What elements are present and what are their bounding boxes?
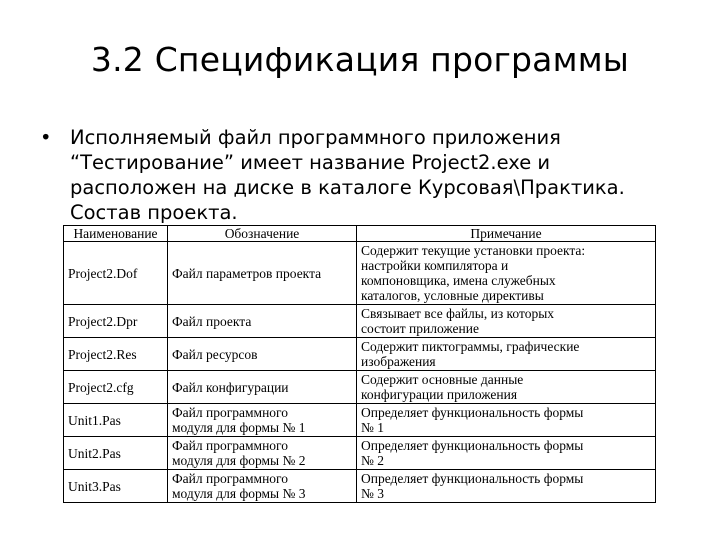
cell-line: изображения	[361, 354, 436, 369]
table-header-row	[64, 226, 656, 242]
cell-line: каталогов, условные директивы	[361, 288, 544, 303]
cell-name: Unit3.Pas	[64, 470, 168, 503]
cell-line: Файл программного	[172, 405, 289, 420]
bullet-line: Состав проекта.	[70, 201, 238, 224]
table-row	[64, 305, 656, 338]
cell-line: состоит приложение	[361, 321, 479, 336]
bullet-text	[70, 125, 680, 225]
cell-line: № 3	[361, 486, 385, 501]
cell-designation	[168, 305, 357, 338]
table-row	[64, 404, 656, 437]
cell-line: Определяет функциональность формы	[361, 438, 584, 453]
cell-note	[357, 470, 656, 503]
cell-name: Unit2.Pas	[64, 437, 168, 470]
cell-name: Project2.Dpr	[64, 305, 168, 338]
cell-line: № 2	[361, 453, 385, 468]
table-row	[64, 470, 656, 503]
cell-line: Файл параметров проекта	[172, 265, 322, 281]
bullet-dot: •	[40, 126, 52, 149]
header-designation: Обозначение	[168, 226, 357, 242]
table-row	[64, 338, 656, 371]
cell-line: модуля для формы № 1	[172, 420, 306, 435]
cell-line: № 1	[361, 420, 385, 435]
cell-line: Содержит текущие установки проекта:	[361, 243, 586, 258]
cell-line: Содержит основные данные	[361, 372, 524, 387]
cell-note	[357, 371, 656, 404]
cell-name: Project2.cfg	[64, 371, 168, 404]
cell-name: Project2.Res	[64, 338, 168, 371]
cell-line: Файл программного	[172, 471, 289, 486]
cell-line: Файл ресурсов	[172, 346, 258, 362]
cell-line: конфигурации приложения	[361, 387, 518, 402]
bullet-paragraph	[40, 125, 680, 225]
cell-designation	[168, 242, 357, 305]
header-name: Наименование	[64, 226, 168, 242]
cell-designation	[168, 404, 357, 437]
cell-name: Project2.Dof	[64, 242, 168, 305]
cell-line: Содержит пиктограммы, графические	[361, 339, 580, 354]
bullet-line: “Тестирование” имеет название Project2.exe и	[70, 151, 551, 174]
table-row	[64, 371, 656, 404]
cell-designation	[168, 437, 357, 470]
cell-line: модуля для формы № 3	[172, 486, 306, 501]
table-row	[64, 437, 656, 470]
cell-designation	[168, 338, 357, 371]
cell-line: настройки компилятора и	[361, 258, 509, 273]
cell-note	[357, 338, 656, 371]
cell-name: Unit1.Pas	[64, 404, 168, 437]
table-row	[64, 242, 656, 305]
cell-note	[357, 242, 656, 305]
cell-line: Связывает все файлы, из которых	[361, 306, 555, 321]
header-note: Примечание	[357, 226, 656, 242]
project-composition-table	[63, 225, 656, 503]
cell-line: Файл программного	[172, 438, 289, 453]
bullet-line: расположен на диске в каталоге Курсовая\Практика.	[70, 176, 625, 199]
cell-note	[357, 305, 656, 338]
cell-line: Определяет функциональность формы	[361, 471, 584, 486]
cell-line: Файл конфигурации	[172, 379, 289, 395]
cell-line: Определяет функциональность формы	[361, 405, 584, 420]
cell-designation	[168, 371, 357, 404]
cell-note	[357, 437, 656, 470]
cell-line: компоновщика, имена служебных	[361, 273, 556, 288]
cell-note	[357, 404, 656, 437]
bullet-line: Исполняемый файл программного приложения	[70, 126, 561, 149]
cell-line: модуля для формы № 2	[172, 453, 306, 468]
cell-line: Файл проекта	[172, 313, 252, 329]
slide-title: 3.2 Спецификация программы	[90, 40, 630, 79]
cell-designation	[168, 470, 357, 503]
